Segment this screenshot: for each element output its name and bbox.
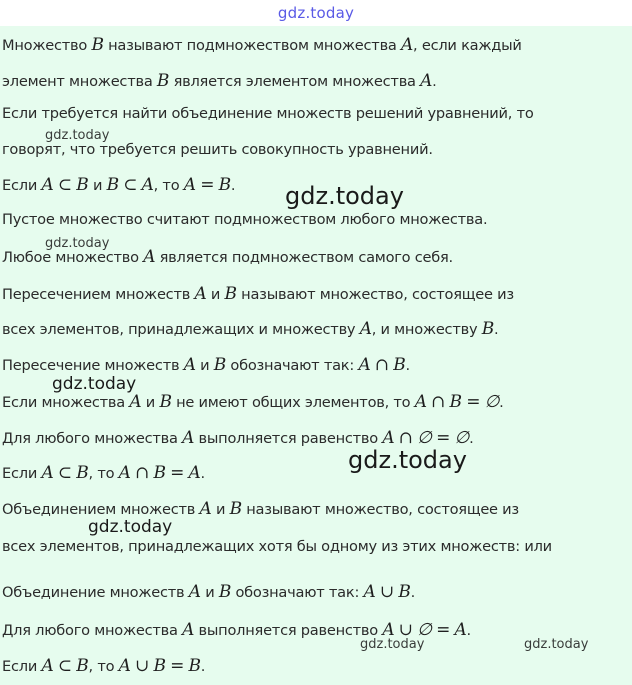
text-line: Объединение множеств A и B обозначают так: A ∪ B. bbox=[2, 582, 415, 602]
text-line: Если A ⊂ B и B ⊂ A, то A = B. bbox=[2, 175, 236, 195]
text-line: Если A ⊂ B, то A ∪ B = B. bbox=[2, 656, 206, 676]
text-line: говорят, что требуется решить совокупность уравнений. bbox=[2, 141, 433, 158]
text-line: Если требуется найти объединение множеств решений уравнений, то bbox=[2, 105, 534, 122]
watermark: gdz.today bbox=[524, 637, 589, 652]
watermark: gdz.today bbox=[285, 182, 404, 210]
watermark: gdz.today bbox=[45, 128, 110, 143]
text-line: Множество B называют подмножеством множества A, если каждый bbox=[2, 35, 522, 55]
text-line: Для любого множества A выполняется равенство A ∪ ∅ = A. bbox=[2, 620, 471, 640]
watermark: gdz.today bbox=[45, 236, 110, 251]
text-line: всех элементов, принадлежащих и множеству A, и множеству B. bbox=[2, 319, 499, 339]
watermark: gdz.today bbox=[52, 374, 137, 394]
text-line: Если множества A и B не имеют общих элементов, то A ∩ B = ∅. bbox=[2, 392, 504, 412]
watermark: gdz.today bbox=[88, 517, 173, 537]
text-line: Любое множество A является подмножеством самого себя. bbox=[2, 247, 453, 267]
text-line: всех элементов, принадлежащих хотя бы одному из этих множеств: или bbox=[2, 538, 552, 555]
text-line: Пересечением множеств A и B называют множество, состоящее из bbox=[2, 284, 514, 304]
content-panel bbox=[0, 26, 632, 685]
watermark: gdz.today bbox=[348, 446, 467, 474]
text-line: Объединением множеств A и B называют множество, состоящее из bbox=[2, 499, 519, 519]
text-line: Пустое множество считают подмножеством любого множества. bbox=[2, 211, 488, 228]
text-line: Пересечение множеств A и B обозначают так: A ∩ B. bbox=[2, 355, 410, 375]
text-line: элемент множества B является элементом множества A. bbox=[2, 71, 437, 91]
watermark: gdz.today bbox=[360, 637, 425, 652]
text-line: Если A ⊂ B, то A ∩ B = A. bbox=[2, 463, 205, 483]
top-watermark: gdz.today bbox=[0, 0, 632, 26]
text-line: Для любого множества A выполняется равенство A ∩ ∅ = ∅. bbox=[2, 428, 474, 448]
